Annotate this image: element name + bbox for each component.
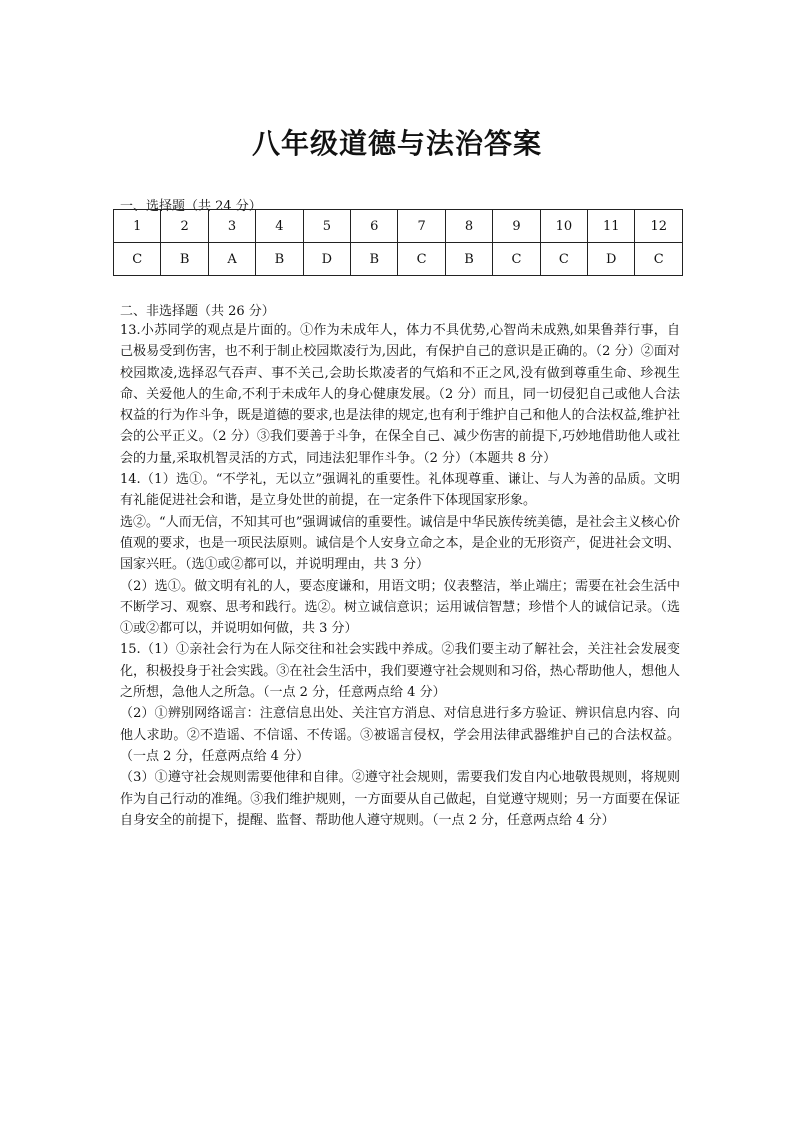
answer-table: [113, 209, 683, 276]
answer-body: [120, 320, 680, 831]
question-number: 6: [351, 210, 398, 243]
question-number: 9: [493, 210, 540, 243]
answer-cell: C: [114, 243, 161, 276]
answer-paragraph-14-1-alt: 选②。“人而无信，不知其可也”强调诚信的重要性。诚信是中华民族传统美德，是社会主义核心价值观的要求，也是一项民法原则。诚信是个人安身立命之本，是企业的无形资产，促进社会文明、国家兴旺。（选①或②都可以，并说明理由，共 3 分）: [120, 514, 680, 573]
question-number: 12: [635, 210, 683, 243]
question-number: 2: [161, 210, 208, 243]
question-number: 3: [208, 210, 255, 243]
answer-paragraph-15-3: （3）①遵守社会规则需要他律和自律。②遵守社会规则，需要我们发自内心地敬畏规则，将规则作为自己行动的准绳。③我们维护规则，一方面要从自己做起，自觉遵守规则；另一方面要在保证自身安全的前提下，提醒、监督、帮助他人遵守规则。（一点 2 分，任意两点给 4 分）: [120, 770, 680, 828]
answer-cell: C: [635, 243, 683, 276]
answer-cell: B: [351, 243, 398, 276]
answer-cell: B: [256, 243, 303, 276]
answer-paragraph-15-2: （2）①辨别网络谣言：注意信息出处、关注官方消息、对信息进行多方验证、辨识信息内容、向他人求助。②不造谣、不信谣、不传谣。③被谣言侵权，学会用法律武器维护自己的合法权益。（一点 2 分，任意两点给 4 分）: [120, 706, 680, 764]
question-number: 5: [303, 210, 350, 243]
question-number: 4: [256, 210, 303, 243]
page-title: 八年级道德与法治答案: [251, 127, 542, 160]
answer-cell: C: [493, 243, 540, 276]
question-number: 10: [540, 210, 587, 243]
section-heading-non-choice: 二、非选择题（共 26 分）: [120, 304, 275, 319]
section-heading-multiple-choice: 一、选择题（共 24 分）: [120, 199, 262, 214]
question-number: 7: [398, 210, 445, 243]
answer-cell: B: [161, 243, 208, 276]
answer-cell: C: [398, 243, 445, 276]
answer-paragraph-15-1: 15.（1）①亲社会行为在人际交往和社会实践中养成。②我们要主动了解社会，关注社会发展变化，积极投身于社会实践。③在社会生活中，我们要遵守社会规则和习俗，热心帮助他人，想他人之所想，急他人之所急。（一点 2 分，任意两点给 4 分）: [120, 642, 680, 701]
question-number: 8: [445, 210, 492, 243]
answer-cell: C: [540, 243, 587, 276]
answer-paragraph-13: 13.小苏同学的观点是片面的。①作为未成年人，体力不具优势,心智尚未成熟,如果鲁莽行事，自己极易受到伤害，也不利于制止校园欺凌行为,因此，有保护自己的意识是正确的。（2 分）②面对校园欺凌,选择忍气吞声、事不关己,会助长欺凌者的气焰和不正之风,没有做到尊重生命、珍视生命、关爱他人的生命,不利于未成年人的身心健康发展。（2 分）而且，同一切侵犯自己或他人合法权益的行为作斗争，既是道德的要求,也是法律的规定,也有利于维护自己和他人的合法权益,维护社会的公平正义。（2 分）③我们要善于斗争，在保全自己、减少伤害的前提下,巧妙地借助他人或社会的力量,采取机智灵活的方式，同违法犯罪作斗争。（2 分）（本题共 8 分）: [120, 323, 680, 466]
answer-cell: B: [445, 243, 492, 276]
answer-cell: D: [303, 243, 350, 276]
question-number: 1: [114, 210, 161, 243]
answer-row: [114, 243, 683, 276]
answer-paragraph-14-2: （2）选①。做文明有礼的人，要态度谦和，用语文明；仪表整洁，举止端庄；需要在社会生活中不断学习、观察、思考和践行。选②。树立诚信意识；运用诚信智慧；珍惜个人的诚信记录。（选①或②都可以，并说明如何做，共 3 分）: [120, 578, 680, 637]
answer-cell: A: [208, 243, 255, 276]
question-number-row: [114, 210, 683, 243]
answer-cell: D: [588, 243, 635, 276]
answer-paragraph-14-1: 14.（1）选①。“不学礼，无以立”强调礼的重要性。礼体现尊重、谦让、与人为善的品质。文明有礼能促进社会和谐，是立身处世的前提，在一定条件下体现国家形象。: [120, 472, 680, 509]
question-number: 11: [588, 210, 635, 243]
